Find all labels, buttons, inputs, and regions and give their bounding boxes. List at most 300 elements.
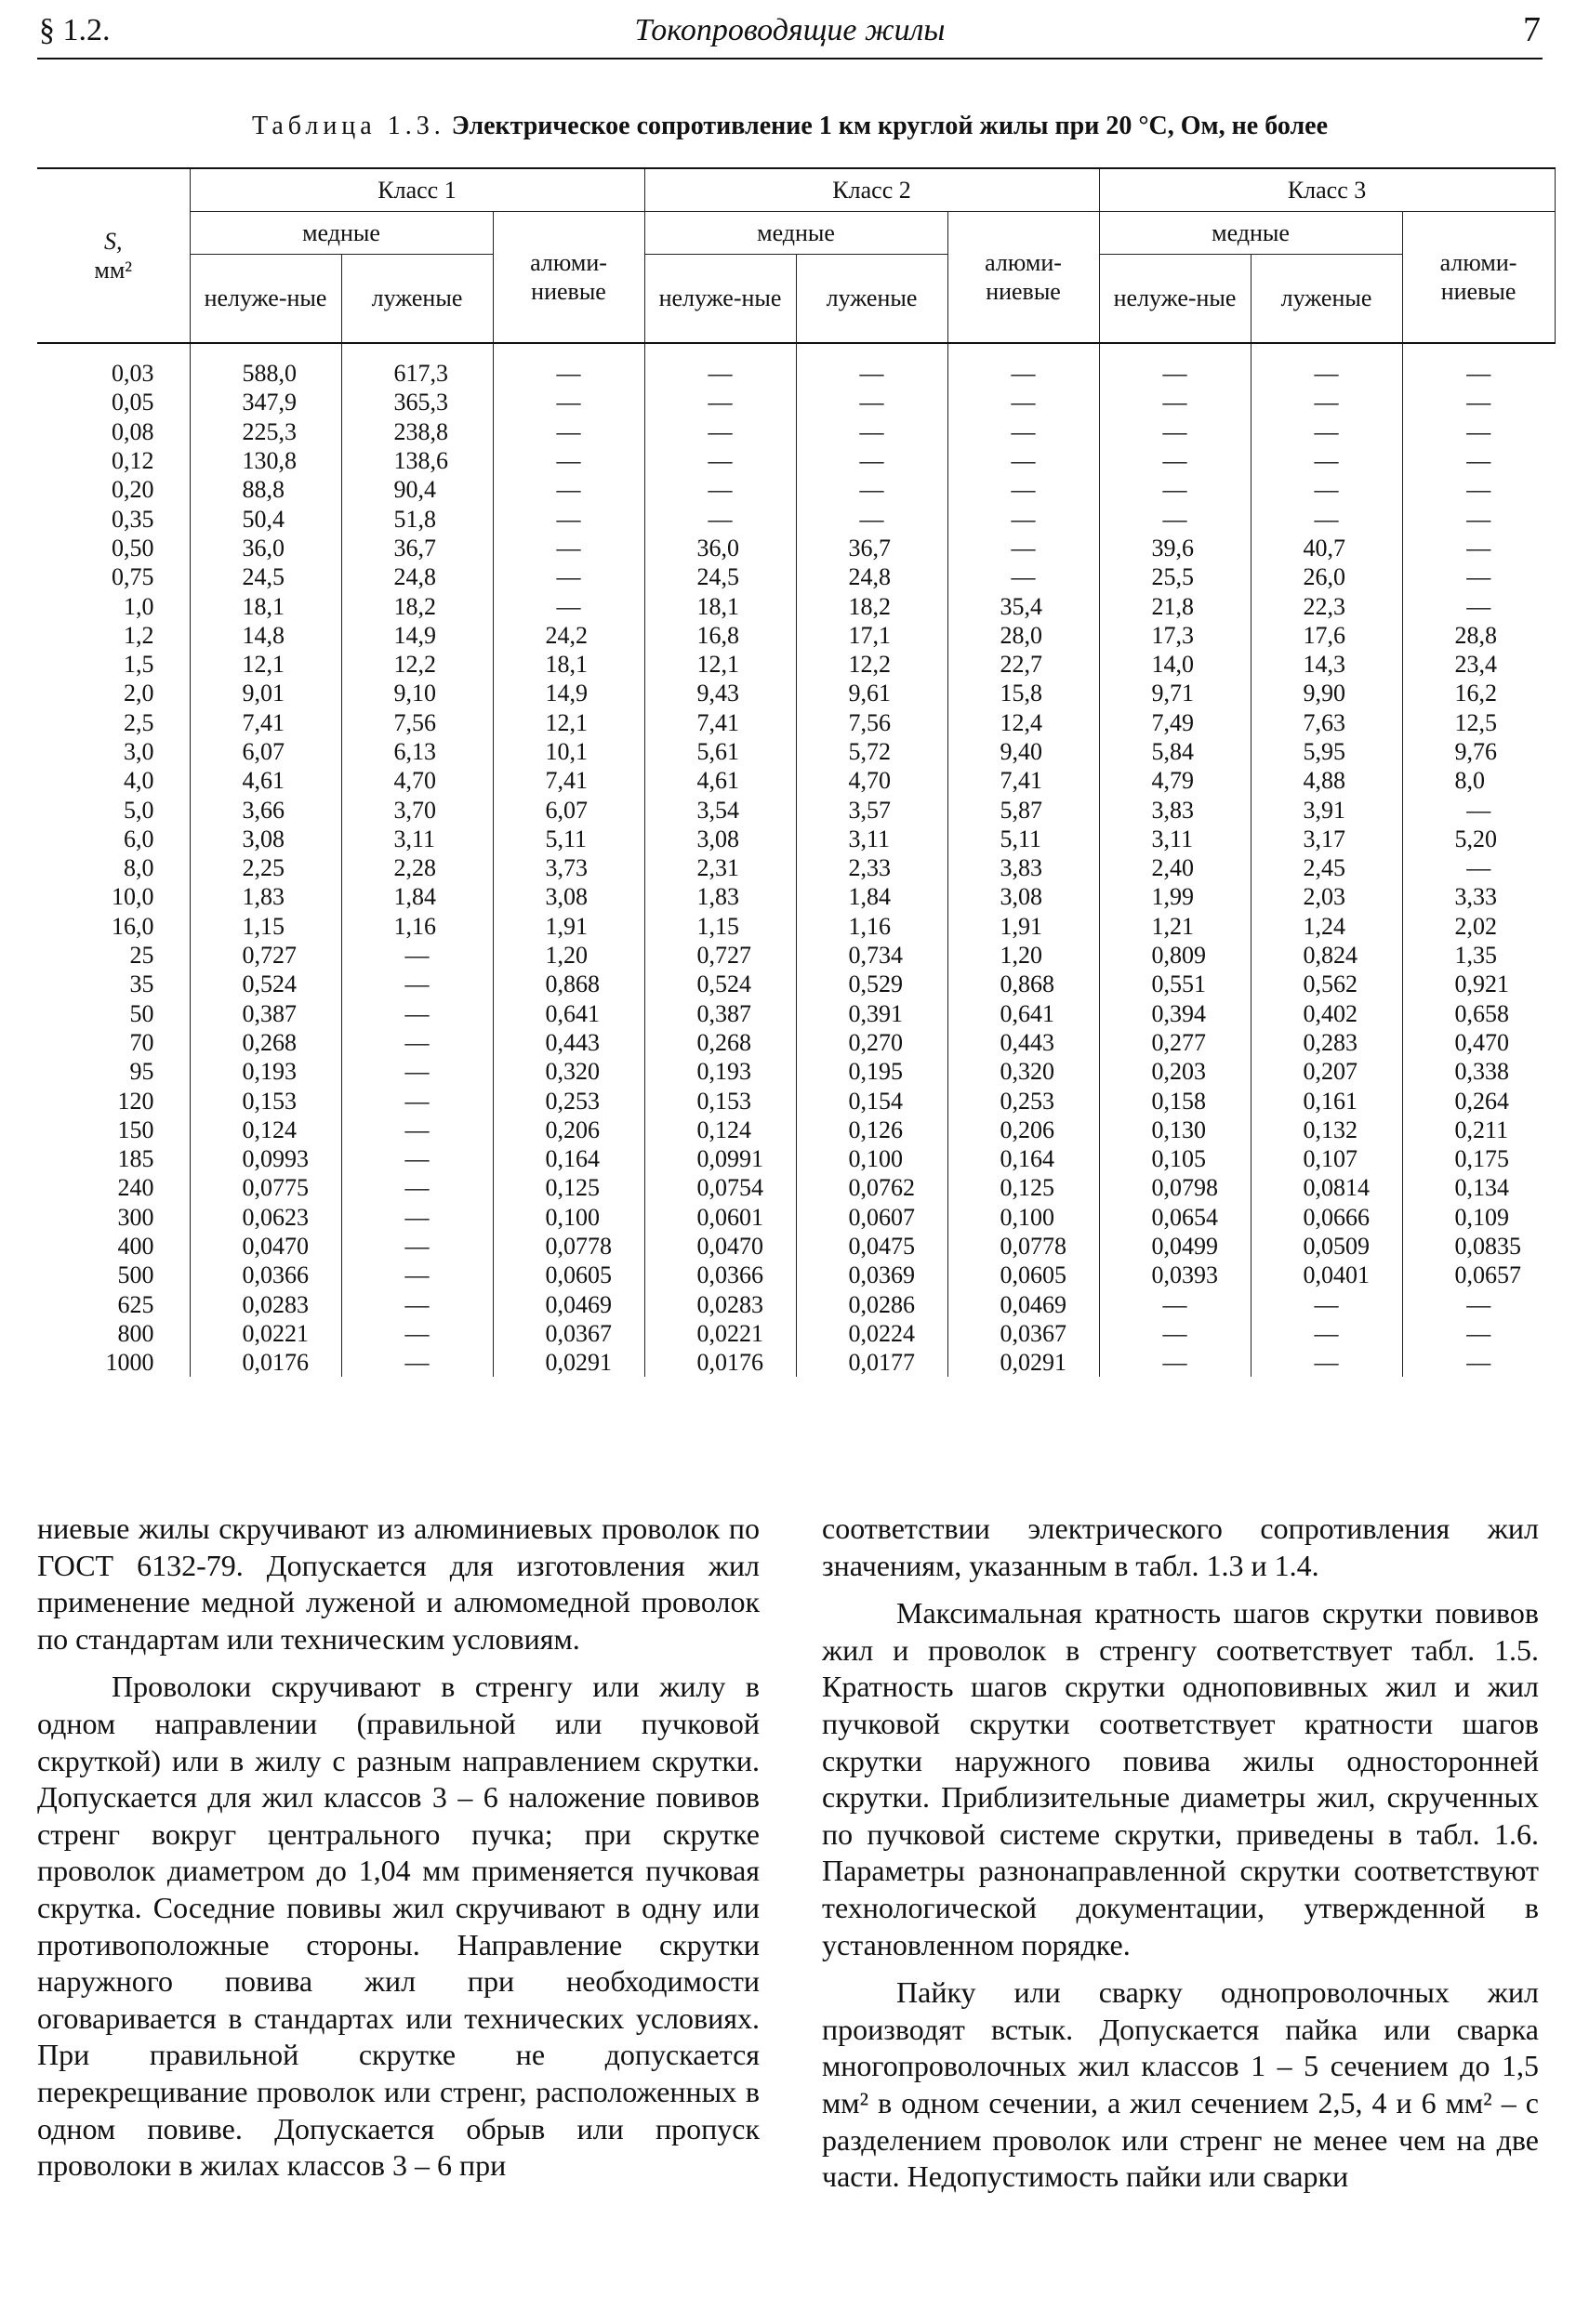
table-body — [37, 343, 1555, 1377]
resistance-cell: 0,0366 — [190, 1261, 341, 1289]
resistance-cell: 1,83 — [644, 882, 796, 911]
resistance-cell: 3,83 — [1099, 795, 1251, 824]
table-row — [37, 1086, 1555, 1115]
resistance-cell: 24,8 — [796, 562, 947, 591]
cross-section-cell: 1000 — [105, 1349, 154, 1377]
resistance-cell: 3,08 — [190, 825, 341, 853]
resistance-cell: 12,2 — [341, 650, 493, 679]
cross-section-cell: 500 — [117, 1261, 154, 1289]
resistance-cell: 4,79 — [1099, 766, 1251, 795]
resistance-cell: 0,134 — [1402, 1173, 1555, 1202]
resistance-cell: 0,203 — [1099, 1057, 1251, 1086]
resistance-cell: 0,193 — [190, 1057, 341, 1086]
resistance-cell: 0,0601 — [644, 1203, 796, 1232]
resistance-cell: 0,0470 — [644, 1232, 796, 1261]
resistance-cell: 0,0283 — [190, 1290, 341, 1319]
resistance-cell: 5,87 — [947, 795, 1099, 824]
cross-section-cell: 1,5 — [124, 651, 154, 679]
resistance-cell: 2,31 — [644, 853, 796, 882]
resistance-cell: 1,84 — [796, 882, 947, 911]
resistance-cell: 0,338 — [1402, 1057, 1555, 1086]
resistance-cell: 0,206 — [947, 1116, 1099, 1144]
resistance-cell: 12,5 — [1402, 708, 1555, 737]
resistance-cell: — — [1099, 1319, 1251, 1348]
resistance-cell: 24,2 — [493, 621, 644, 650]
resistance-cell: 0,824 — [1251, 941, 1402, 970]
resistance-cell: 5,61 — [644, 737, 796, 766]
resistance-cell: 23,4 — [1402, 650, 1555, 679]
resistance-cell: 0,0469 — [493, 1290, 644, 1319]
resistance-cell: 14,9 — [341, 621, 493, 650]
resistance-cell: — — [644, 446, 796, 475]
table-caption — [37, 112, 1543, 141]
resistance-cell: 4,61 — [644, 766, 796, 795]
resistance-cell: 0,268 — [190, 1028, 341, 1057]
table-row — [37, 1116, 1555, 1144]
resistance-cell: 16,8 — [644, 621, 796, 650]
cross-section-cell: 70 — [129, 1028, 154, 1056]
resistance-cell: — — [1099, 417, 1251, 446]
resistance-cell: 0,0176 — [644, 1348, 796, 1377]
resistance-cell: 10,1 — [493, 737, 644, 766]
resistance-cell: 40,7 — [1251, 534, 1402, 562]
resistance-cell: 0,283 — [1251, 1028, 1402, 1057]
resistance-cell: 17,1 — [796, 621, 947, 650]
resistance-cell: 0,0509 — [1251, 1232, 1402, 1261]
resistance-cell: — — [1402, 853, 1555, 882]
resistance-cell: — — [1402, 504, 1555, 533]
resistance-cell: — — [1402, 388, 1555, 416]
resistance-cell: — — [493, 504, 644, 533]
resistance-cell: — — [1099, 475, 1251, 504]
resistance-cell: 2,40 — [1099, 853, 1251, 882]
resistance-cell: 9,90 — [1251, 679, 1402, 707]
resistance-cell: 24,8 — [341, 562, 493, 591]
resistance-cell: 0,0605 — [947, 1261, 1099, 1289]
resistance-cell: 0,253 — [493, 1086, 644, 1115]
class-1-untinned-header: нелуже-ные — [190, 254, 341, 343]
resistance-cell: 0,0778 — [493, 1232, 644, 1261]
resistance-cell: 5,11 — [493, 825, 644, 853]
resistance-cell: — — [1402, 1290, 1555, 1319]
body-paragraph: Максимальная кратность шагов скрутки повивов жил и проволок в стренгу соответствует табл. 1.5. Кратность шагов скрутки одноповивных жил и жил пучковой скрутки соответствует кратности шагов скрутки наружного повива жилы односторонней скрутки. Приблизительные диаметры жил, скрученных по пучковой системе скрутки, приведены в табл. 1.6. Параметры разнонаправленной скрутки соответствуют технологической документации, утвержденной в установленном порядке. — [822, 1596, 1539, 1961]
resistance-cell: 1,99 — [1099, 882, 1251, 911]
table-row — [37, 1144, 1555, 1173]
resistance-cell: 14,3 — [1251, 650, 1402, 679]
resistance-cell: 0,124 — [190, 1116, 341, 1144]
class-3-untinned-header: нелуже-ные — [1099, 254, 1251, 343]
resistance-cell: 36,0 — [190, 534, 341, 562]
resistance-cell: — — [1402, 562, 1555, 591]
resistance-cell: 1,91 — [493, 912, 644, 941]
resistance-cell: 0,0835 — [1402, 1232, 1555, 1261]
resistance-cell: 12,2 — [796, 650, 947, 679]
resistance-cell: 4,88 — [1251, 766, 1402, 795]
table-row — [37, 825, 1555, 853]
resistance-cell: 9,61 — [796, 679, 947, 707]
resistance-cell: 0,175 — [1402, 1144, 1555, 1173]
resistance-cell: 88,8 — [190, 475, 341, 504]
resistance-cell: 12,1 — [190, 650, 341, 679]
table-caption-text: Электрическое сопротивление 1 км круглой жилы при 20 °С, Ом, не более — [451, 112, 1329, 140]
class-3-copper-header: медные — [1099, 211, 1402, 254]
resistance-cell: 0,109 — [1402, 1203, 1555, 1232]
resistance-cell: 0,130 — [1099, 1116, 1251, 1144]
cross-section-cell: 10,0 — [112, 883, 154, 911]
resistance-cell: 0,161 — [1251, 1086, 1402, 1115]
resistance-cell: 7,41 — [644, 708, 796, 737]
resistance-cell: 365,3 — [341, 388, 493, 416]
resistance-cell: 0,0367 — [493, 1319, 644, 1348]
table-row — [37, 679, 1555, 707]
cross-section-cell: 240 — [117, 1174, 154, 1202]
cross-section-cell: 2,0 — [124, 680, 154, 707]
resistance-cell: 8,0 — [1402, 766, 1555, 795]
resistance-cell: 3,11 — [1099, 825, 1251, 853]
resistance-cell: 0,0286 — [796, 1290, 947, 1319]
resistance-cell: 0,524 — [644, 970, 796, 998]
resistance-cell: — — [341, 1086, 493, 1115]
resistance-cell: — — [644, 388, 796, 416]
resistance-cell: 0,0991 — [644, 1144, 796, 1173]
resistance-cell: 7,56 — [796, 708, 947, 737]
resistance-cell: 0,658 — [1402, 999, 1555, 1028]
resistance-cell: 0,153 — [644, 1086, 796, 1115]
resistance-cell: 0,0291 — [947, 1348, 1099, 1377]
resistance-cell: — — [493, 562, 644, 591]
resistance-cell: 7,49 — [1099, 708, 1251, 737]
cross-section-cell: 0,08 — [112, 417, 154, 445]
body-paragraph: соответствии электрического сопротивления жил значениям, указанным в табл. 1.3 и 1.4. — [822, 1512, 1539, 1582]
resistance-cell: — — [1402, 1319, 1555, 1348]
resistance-cell: 22,3 — [1251, 591, 1402, 620]
resistance-cell: 0,921 — [1402, 970, 1555, 998]
resistance-cell: 0,193 — [644, 1057, 796, 1086]
resistance-cell: — — [1251, 388, 1402, 416]
resistance-cell: 3,11 — [341, 825, 493, 853]
resistance-cell: 138,6 — [341, 446, 493, 475]
resistance-cell: 26,0 — [1251, 562, 1402, 591]
resistance-cell: 6,13 — [341, 737, 493, 766]
cross-section-header: S, мм² — [37, 168, 190, 343]
resistance-cell: 12,1 — [493, 708, 644, 737]
resistance-cell: 130,8 — [190, 446, 341, 475]
body-text-right-column — [822, 1511, 1539, 2207]
resistance-cell: 0,868 — [493, 970, 644, 998]
resistance-cell: 3,11 — [796, 825, 947, 853]
resistance-cell: — — [1402, 417, 1555, 446]
class-1-header: Класс 1 — [190, 168, 644, 211]
table-row — [37, 388, 1555, 416]
table-row — [37, 912, 1555, 941]
cross-section-cell: 35 — [129, 971, 154, 998]
table-row — [37, 621, 1555, 650]
resistance-cell: 24,5 — [190, 562, 341, 591]
resistance-cell: 18,1 — [493, 650, 644, 679]
body-text-left-column — [37, 1511, 760, 2196]
resistance-cell: 12,4 — [947, 708, 1099, 737]
resistance-cell: — — [493, 591, 644, 620]
resistance-cell: 0,164 — [947, 1144, 1099, 1173]
resistance-cell: 0,0221 — [644, 1319, 796, 1348]
cross-section-cell: 150 — [117, 1116, 154, 1143]
cross-section-cell: 625 — [117, 1290, 154, 1318]
resistance-cell: 0,107 — [1251, 1144, 1402, 1173]
resistance-cell: 0,100 — [493, 1203, 644, 1232]
resistance-cell: — — [493, 534, 644, 562]
resistance-cell: — — [796, 343, 947, 388]
resistance-cell: 1,16 — [341, 912, 493, 941]
table-row — [37, 882, 1555, 911]
resistance-cell: 4,70 — [796, 766, 947, 795]
resistance-cell: 0,124 — [644, 1116, 796, 1144]
class-2-header: Класс 2 — [644, 168, 1099, 211]
resistance-cell: 17,3 — [1099, 621, 1251, 650]
resistance-cell: 3,54 — [644, 795, 796, 824]
resistance-cell: 0,253 — [947, 1086, 1099, 1115]
resistance-cell: 25,5 — [1099, 562, 1251, 591]
resistance-cell: 18,1 — [644, 591, 796, 620]
cross-section-cell: 16,0 — [112, 912, 154, 940]
resistance-cell: 0,132 — [1251, 1116, 1402, 1144]
table-row — [37, 446, 1555, 475]
resistance-cell: 6,07 — [493, 795, 644, 824]
resistance-cell: 0,125 — [493, 1173, 644, 1202]
resistance-cell: 0,0814 — [1251, 1173, 1402, 1202]
resistance-cell: 5,72 — [796, 737, 947, 766]
resistance-cell: — — [1251, 1290, 1402, 1319]
resistance-cell: 0,0369 — [796, 1261, 947, 1289]
resistance-cell: — — [341, 1203, 493, 1232]
resistance-cell: — — [947, 417, 1099, 446]
class-2-copper-header: медные — [644, 211, 947, 254]
resistance-cell: — — [341, 1057, 493, 1086]
resistance-cell: 4,61 — [190, 766, 341, 795]
resistance-cell: 1,16 — [796, 912, 947, 941]
cross-section-cell: 800 — [117, 1319, 154, 1347]
resistance-cell: 225,3 — [190, 417, 341, 446]
resistance-cell: — — [796, 446, 947, 475]
resistance-cell: 0,0657 — [1402, 1261, 1555, 1289]
resistance-cell: 0,0654 — [1099, 1203, 1251, 1232]
resistance-cell: — — [796, 475, 947, 504]
running-title: Токопроводящие жилы — [634, 13, 946, 47]
cross-section-cell: 0,35 — [112, 505, 154, 533]
resistance-cell: — — [1402, 534, 1555, 562]
resistance-cell: 36,7 — [341, 534, 493, 562]
resistance-cell: 9,10 — [341, 679, 493, 707]
cross-section-cell: 0,03 — [112, 360, 154, 388]
resistance-cell: — — [493, 417, 644, 446]
resistance-cell: — — [1099, 446, 1251, 475]
table-row — [37, 475, 1555, 504]
resistance-cell: 0,268 — [644, 1028, 796, 1057]
resistance-cell: 1,15 — [644, 912, 796, 941]
resistance-cell: 28,0 — [947, 621, 1099, 650]
resistance-cell: 14,9 — [493, 679, 644, 707]
resistance-cell: 0,277 — [1099, 1028, 1251, 1057]
resistance-cell: 0,641 — [493, 999, 644, 1028]
cross-section-cell: 0,50 — [112, 534, 154, 561]
resistance-cell: 3,57 — [796, 795, 947, 824]
resistance-cell: 0,153 — [190, 1086, 341, 1115]
resistance-cell: 9,43 — [644, 679, 796, 707]
resistance-cell: 1,91 — [947, 912, 1099, 941]
resistance-cell: — — [644, 475, 796, 504]
cross-section-cell: 300 — [117, 1203, 154, 1231]
resistance-cell: — — [1251, 1348, 1402, 1377]
resistance-cell: 1,20 — [947, 941, 1099, 970]
resistance-cell: — — [341, 941, 493, 970]
table-row — [37, 941, 1555, 970]
table-row — [37, 504, 1555, 533]
section-number: § 1.2. — [39, 13, 111, 47]
cross-section-cell: 400 — [117, 1233, 154, 1261]
resistance-cell: — — [493, 475, 644, 504]
resistance-cell: 2,33 — [796, 853, 947, 882]
resistance-cell: 5,84 — [1099, 737, 1251, 766]
resistance-cell: 5,20 — [1402, 825, 1555, 853]
resistance-cell: 0,868 — [947, 970, 1099, 998]
resistance-cell: 0,0993 — [190, 1144, 341, 1173]
resistance-cell: — — [947, 343, 1099, 388]
table-row — [37, 708, 1555, 737]
resistance-cell: — — [1402, 1348, 1555, 1377]
table-row — [37, 795, 1555, 824]
cross-section-cell: 6,0 — [124, 825, 154, 852]
resistance-cell: 4,70 — [341, 766, 493, 795]
cross-section-cell: 2,5 — [124, 708, 154, 736]
resistance-cell: — — [1251, 417, 1402, 446]
resistance-cell: — — [1099, 1348, 1251, 1377]
resistance-cell: — — [341, 970, 493, 998]
table-row — [37, 1261, 1555, 1289]
resistance-cell: 5,11 — [947, 825, 1099, 853]
resistance-cell: — — [644, 417, 796, 446]
resistance-cell: 0,270 — [796, 1028, 947, 1057]
resistance-cell: 5,95 — [1251, 737, 1402, 766]
resistance-cell: — — [493, 343, 644, 388]
table-caption-label: Таблица 1.3. — [251, 112, 445, 140]
resistance-cell: 0,529 — [796, 970, 947, 998]
resistance-cell: 0,0623 — [190, 1203, 341, 1232]
table-row — [37, 1290, 1555, 1319]
class-1-copper-header: медные — [190, 211, 493, 254]
cross-section-cell: 95 — [129, 1058, 154, 1086]
resistance-cell: 17,6 — [1251, 621, 1402, 650]
table-row — [37, 999, 1555, 1028]
resistance-cell: 0,387 — [190, 999, 341, 1028]
body-paragraph: Пайку или сварку однопроволочных жил производят встык. Допускается пайка или сварка многопроволочных жил классов 1 – 5 сечением до 1,5 мм² в одном сечении, а жил сечением 2,5, 4 и 6 мм² – с разделением проволок или стренг не менее чем на две части. Недопустимость пайки или сварки — [822, 1975, 1539, 2194]
cross-section-cell: 0,12 — [112, 447, 154, 475]
resistance-cell: 6,07 — [190, 737, 341, 766]
resistance-cell: 0,100 — [947, 1203, 1099, 1232]
resistance-cell: 3,91 — [1251, 795, 1402, 824]
resistance-cell: 0,387 — [644, 999, 796, 1028]
resistance-cell: 0,264 — [1402, 1086, 1555, 1115]
resistance-cell: 0,0469 — [947, 1290, 1099, 1319]
table-row — [37, 650, 1555, 679]
resistance-cell: — — [644, 343, 796, 388]
resistance-cell: — — [1099, 388, 1251, 416]
table-row — [37, 417, 1555, 446]
resistance-cell: 0,105 — [1099, 1144, 1251, 1173]
resistance-cell: — — [796, 504, 947, 533]
resistance-cell: 0,206 — [493, 1116, 644, 1144]
resistance-cell: 0,394 — [1099, 999, 1251, 1028]
resistance-cell: 1,84 — [341, 882, 493, 911]
table-row — [37, 1173, 1555, 1202]
resistance-cell: — — [1402, 446, 1555, 475]
class-1-aluminum-header: алюми-ниевые — [493, 211, 644, 343]
resistance-cell: 14,0 — [1099, 650, 1251, 679]
table-row — [37, 591, 1555, 620]
table-row — [37, 1319, 1555, 1348]
resistance-cell: 3,66 — [190, 795, 341, 824]
resistance-cell: 3,33 — [1402, 882, 1555, 911]
resistance-cell: 0,551 — [1099, 970, 1251, 998]
cross-section-cell: 25 — [129, 942, 154, 970]
table-row — [37, 853, 1555, 882]
resistance-cell: 1,21 — [1099, 912, 1251, 941]
resistance-cell: 238,8 — [341, 417, 493, 446]
resistance-cell: 2,25 — [190, 853, 341, 882]
resistance-cell: 1,35 — [1402, 941, 1555, 970]
resistance-cell: 0,0470 — [190, 1232, 341, 1261]
resistance-cell: 7,63 — [1251, 708, 1402, 737]
resistance-cell: 15,8 — [947, 679, 1099, 707]
resistance-cell: — — [341, 999, 493, 1028]
resistance-cell: 14,8 — [190, 621, 341, 650]
table-row — [37, 343, 1555, 388]
resistance-cell: 2,45 — [1251, 853, 1402, 882]
resistance-cell: 0,727 — [644, 941, 796, 970]
resistance-cell: 2,02 — [1402, 912, 1555, 941]
cross-section-cell: 0,20 — [112, 476, 154, 504]
cross-section-cell: 5,0 — [124, 796, 154, 824]
resistance-cell: 9,71 — [1099, 679, 1251, 707]
resistance-cell: 2,03 — [1251, 882, 1402, 911]
resistance-cell: 0,443 — [493, 1028, 644, 1057]
resistance-cell: 0,562 — [1251, 970, 1402, 998]
resistance-cell: — — [341, 1261, 493, 1289]
resistance-cell: 0,402 — [1251, 999, 1402, 1028]
resistance-cell: 0,809 — [1099, 941, 1251, 970]
cross-section-cell: 120 — [117, 1087, 154, 1115]
resistance-cell: 617,3 — [341, 343, 493, 388]
resistance-cell: 3,73 — [493, 853, 644, 882]
resistance-cell: 3,08 — [493, 882, 644, 911]
resistance-cell: 9,76 — [1402, 737, 1555, 766]
resistance-cell: 9,01 — [190, 679, 341, 707]
resistance-cell: 0,0666 — [1251, 1203, 1402, 1232]
resistance-cell: — — [493, 446, 644, 475]
resistance-cell: 7,56 — [341, 708, 493, 737]
cross-section-cell: 1,0 — [124, 592, 154, 620]
resistance-cell: 0,0778 — [947, 1232, 1099, 1261]
resistance-cell: 0,0499 — [1099, 1232, 1251, 1261]
resistance-cell: — — [1402, 591, 1555, 620]
resistance-cell: 22,7 — [947, 650, 1099, 679]
resistance-cell: 0,195 — [796, 1057, 947, 1086]
resistance-cell: — — [341, 1144, 493, 1173]
resistance-cell: 0,207 — [1251, 1057, 1402, 1086]
cross-section-cell: 1,2 — [124, 621, 154, 649]
cross-section-cell: 0,75 — [112, 563, 154, 591]
resistance-cell: 1,15 — [190, 912, 341, 941]
table-row — [37, 562, 1555, 591]
resistance-cell: — — [644, 504, 796, 533]
